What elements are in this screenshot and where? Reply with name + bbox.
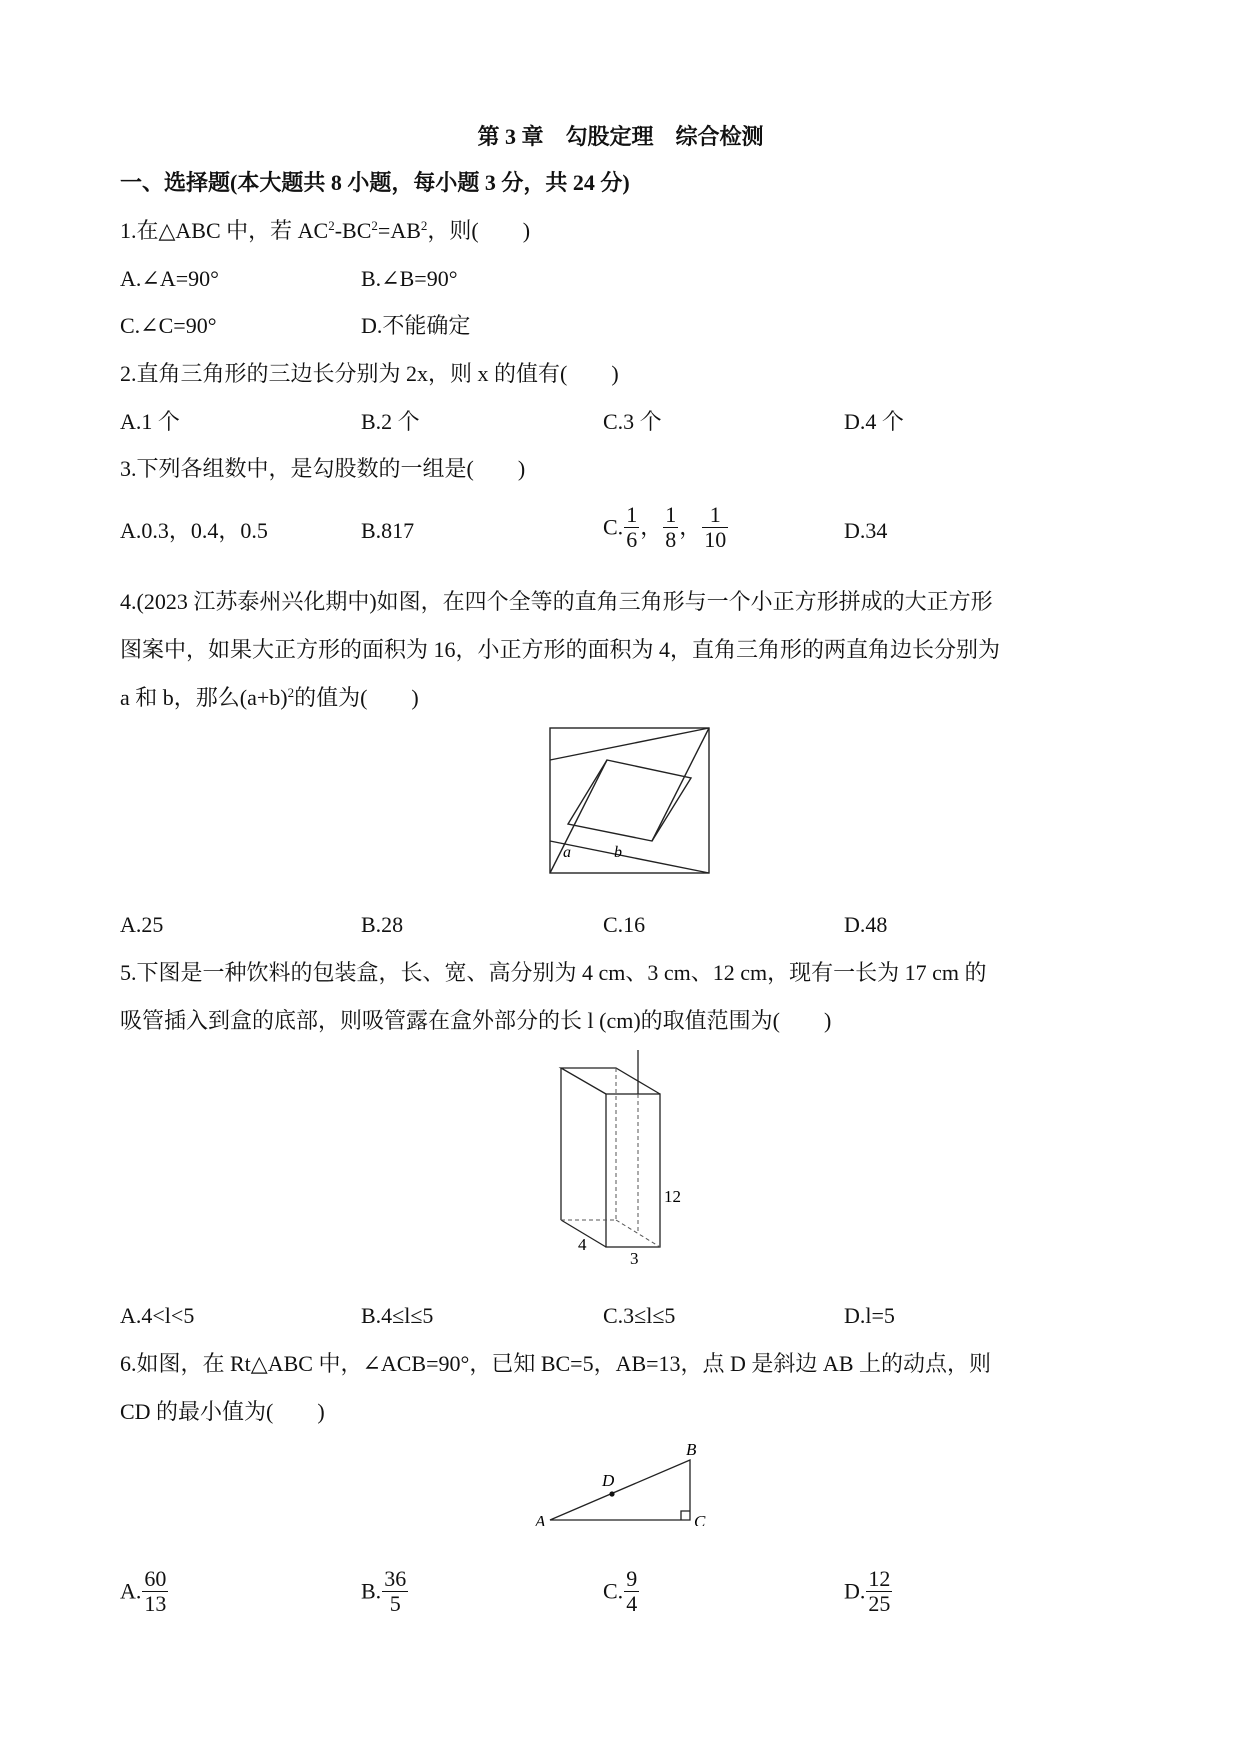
q5-option-c: C.3≤l≤5: [603, 1303, 676, 1328]
fraction: [702, 503, 728, 552]
right-triangle-figure: [530, 1436, 720, 1526]
fraction-denominator: 13: [144, 1591, 167, 1616]
label-d: D: [602, 1471, 615, 1490]
q3-option-c: [603, 503, 729, 552]
fraction: [382, 1567, 408, 1616]
label-a: A: [535, 1512, 546, 1526]
q5-option-d: D.l=5: [844, 1303, 895, 1328]
q2-option-b: B.2 个: [361, 409, 420, 434]
fraction-denominator: 6: [626, 527, 638, 552]
fraction-numerator: 1: [702, 503, 728, 528]
box-front-face: [606, 1094, 660, 1247]
q3-option-a: A.0.3，0.4，0.5: [120, 518, 268, 543]
q1-stem-part: =AB: [377, 218, 421, 243]
q4-option-a: A.25: [120, 912, 164, 937]
q4-line3-part: 的值为( ): [294, 685, 419, 710]
question-2-stem: 2.直角三角形的三边长分别为 2x，则 x 的值有( ): [120, 361, 619, 386]
box-top-face: [561, 1068, 660, 1094]
q4-option-b: B.28: [361, 912, 404, 937]
label-b: B: [686, 1440, 697, 1459]
fraction: [866, 1567, 892, 1616]
label-3: 3: [630, 1249, 639, 1268]
section-heading: 一、选择题(本大题共 8 小题，每小题 3 分，共 24 分): [120, 170, 630, 195]
outer-square: [550, 728, 709, 873]
question-4-line3: [120, 683, 419, 713]
q6-option-c: [603, 1567, 640, 1616]
fraction: [142, 1567, 168, 1616]
q2-option-a: A.1 个: [120, 409, 180, 434]
q6-option-b: [361, 1567, 409, 1616]
question-4-line1: 4.(2023 江苏泰州兴化期中)如图，在四个全等的直角三角形与一个小正方形拼成的大正方形: [120, 589, 993, 614]
triangle-edge: [550, 841, 709, 873]
option-prefix: B.: [361, 1578, 382, 1604]
q5-option-a: A.4<l<5: [120, 1303, 195, 1328]
label-4: 4: [578, 1235, 587, 1254]
q4-sup: 2: [287, 685, 295, 700]
option-prefix: C.: [603, 1578, 624, 1604]
question-5-line2: 吸管插入到盒的底部，则吸管露在盒外部分的长 l (cm)的取值范围为( ): [120, 1008, 832, 1033]
q4-option-c: C.16: [603, 912, 646, 937]
fraction-denominator: 25: [868, 1591, 891, 1616]
q1-sup: 2: [328, 218, 335, 233]
triangle-edge: [652, 728, 709, 841]
label-b: b: [614, 844, 622, 861]
fraction-numerator: 1: [665, 502, 677, 527]
fraction-numerator: 1: [626, 502, 638, 527]
separator: ，: [679, 514, 702, 540]
q1-sup: 2: [371, 218, 378, 233]
box-hidden-edge: [616, 1220, 660, 1247]
fraction-denominator: 8: [665, 527, 677, 552]
question-4-line2: 图案中，如果大正方形的面积为 16，小正方形的面积为 4，直角三角形的两直角边长分别为: [120, 637, 1001, 662]
q6-option-d: [844, 1567, 893, 1616]
q6-option-a: [120, 1567, 169, 1616]
q4-line3-part: a 和 b，那么(a+b): [120, 685, 288, 710]
triangle-abc: [550, 1460, 690, 1520]
fraction-numerator: 60: [144, 1566, 167, 1591]
q1-option-a: A.∠A=90°: [120, 266, 219, 291]
q1-sup: 2: [420, 218, 428, 233]
label-12: 12: [664, 1187, 681, 1206]
question-5-line1: 5.下图是一种饮料的包装盒，长、宽、高分别为 4 cm、3 cm、12 cm，现有一长为 17 cm 的: [120, 960, 987, 985]
fraction: [663, 503, 678, 552]
q1-option-d: D.不能确定: [361, 313, 471, 338]
right-angle-mark: [681, 1511, 690, 1520]
separator: ，: [640, 514, 663, 540]
q3-c-prefix: C.: [603, 514, 624, 540]
question-6-line2: CD 的最小值为( ): [120, 1399, 325, 1424]
fraction-denominator: 10: [704, 527, 727, 552]
q1-option-b: B.∠B=90°: [361, 266, 458, 291]
option-prefix: D.: [844, 1578, 866, 1604]
q3-option-b: B.817: [361, 518, 415, 543]
q1-stem-part: 1.在△ABC 中，若 AC: [120, 218, 329, 243]
q1-stem-part: ，则( ): [427, 218, 531, 243]
fraction-denominator: 5: [389, 1591, 401, 1616]
fraction-numerator: 9: [626, 1566, 638, 1591]
question-6-line1: 6.如图，在 Rt△ABC 中，∠ACB=90°，已知 BC=5，AB=13，点 D 是斜边 AB 上的动点，则: [120, 1351, 991, 1376]
q2-option-c: C.3 个: [603, 409, 662, 434]
q1-option-c: C.∠C=90°: [120, 313, 217, 338]
label-a: a: [563, 844, 571, 861]
q2-option-d: D.4 个: [844, 409, 904, 434]
q4-option-d: D.48: [844, 912, 888, 937]
question-3-stem: 3.下列各组数中，是勾股数的一组是( ): [120, 456, 526, 481]
fraction: [624, 503, 639, 552]
fraction-numerator: 12: [868, 1566, 891, 1591]
point-d: [609, 1491, 614, 1496]
fraction: [624, 1567, 639, 1616]
page-title: 第 3 章 勾股定理 综合检测: [477, 124, 764, 149]
option-prefix: A.: [120, 1578, 142, 1604]
triangle-edge: [550, 760, 607, 873]
pythagorean-square-figure: [548, 726, 712, 876]
label-c: C: [694, 1512, 706, 1526]
fraction-denominator: 4: [626, 1591, 638, 1616]
triangle-edge: [550, 728, 709, 760]
q3-option-d: D.34: [844, 518, 888, 543]
drink-box-figure: [550, 1050, 690, 1270]
q5-option-b: B.4≤l≤5: [361, 1303, 434, 1328]
question-1-stem: [120, 216, 530, 246]
q1-stem-part: -BC: [334, 218, 372, 243]
fraction-numerator: 36: [384, 1566, 407, 1591]
